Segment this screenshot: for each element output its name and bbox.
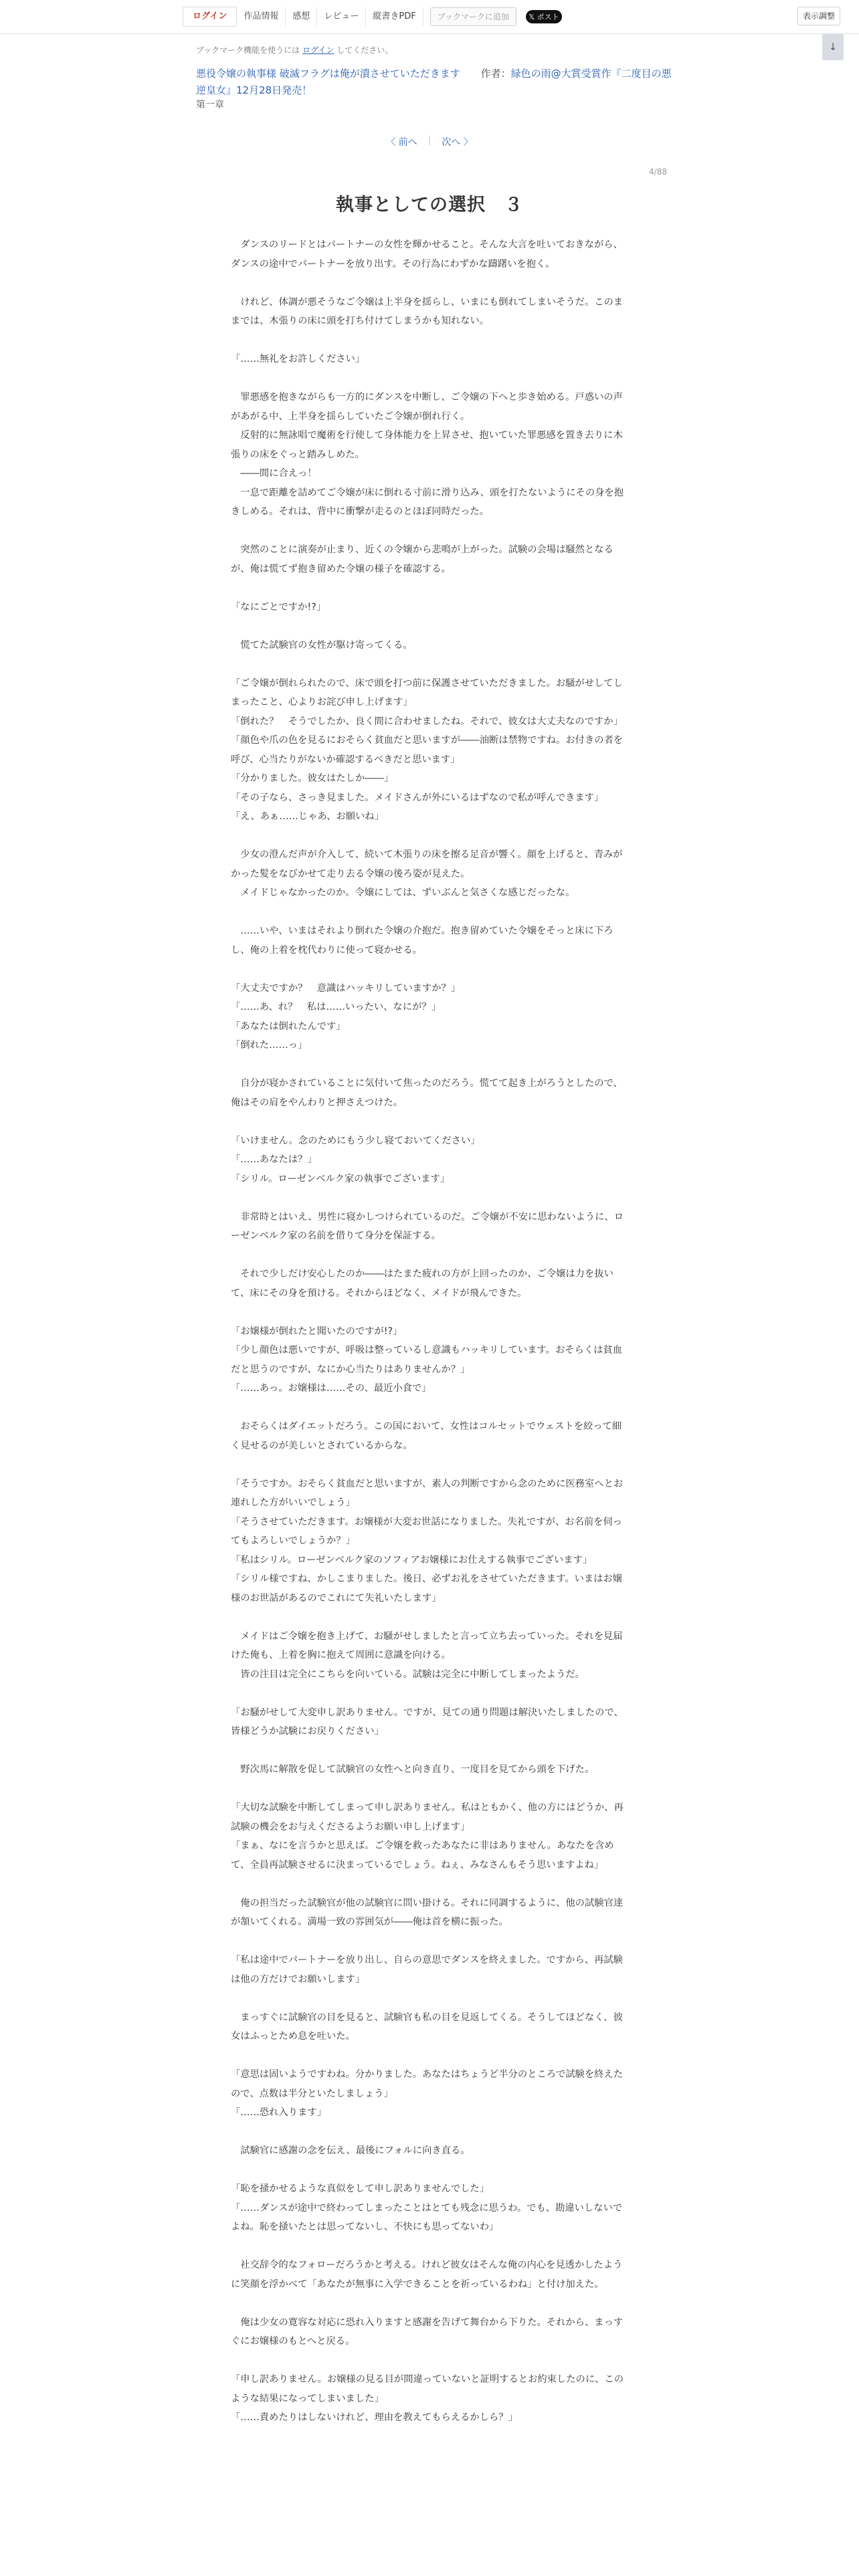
novel-paragraph: 「……責めたりはしないけれど、理由を教えてもらえるかしら？」: [231, 2412, 518, 2423]
novel-paragraph: 「倒れた？ そうでしたか、良く間に合わせましたね。それで、彼女は大丈夫なのですか」: [231, 716, 623, 727]
tab-work-info[interactable]: 作品情報: [237, 7, 286, 26]
novel-paragraph: 反射的に無詠唱で魔術を行使して身体能力を上昇させ、抱いていた罪悪感を置き去りに木張りの床をぐっと踏みしめた。: [231, 430, 623, 460]
novel-paragraph: [231, 522, 626, 541]
novel-paragraph: 「まぁ、なにを言うかと思えば。ご令嬢を救ったあなたに非はありません。あなたを含めて、全員再試験させるに決まっているでしょう。ねぇ、みなさんもそう思いますよね」: [231, 1840, 614, 1870]
novel-paragraph: 突然のことに演奏が止まり、近くの令嬢から悲鳴が上がった。試験の会場は騒然となるが、俺は慌てず抱き留めた令嬢の様子を確認する。: [231, 544, 613, 574]
novel-paragraph: [231, 2046, 626, 2066]
work-meta: [196, 66, 678, 99]
novel-paragraph: 俺の担当だった試験官が他の試験官に問い掛ける。それに同調するように、他の試験官達が頷いてくれる。満場一致の雰囲気が――俺は首を横に振った。: [231, 1897, 624, 1927]
novel-paragraph: [231, 1874, 626, 1894]
novel-paragraph: 「私はシリル。ローゼンベルク家のソフィアお嬢様にお仕えする執事でございます」: [231, 1554, 593, 1566]
novel-paragraph: [231, 2351, 626, 2371]
prev-page-link[interactable]: 〈 前へ: [386, 137, 417, 148]
novel-paragraph: 野次馬に解散を促して試験官の女性へと向き直り、一度目を見てから頭を下げた。: [231, 1764, 595, 1775]
top-navigation-bar: [0, 0, 859, 34]
novel-paragraph: [231, 1455, 626, 1475]
novel-paragraph: 「……あなたは？」: [231, 1154, 317, 1165]
top-nav-tabs: [183, 7, 562, 27]
novel-paragraph: 「少し顔色は悪いですが、呼吸は整っているし意識もハッキリしています。おそらくは貧血だと思うのですが、なにか心当たりはありませんか？」: [231, 1345, 623, 1375]
novel-paragraph: 「いけません。念のためにもう少し寝ておいてください」: [231, 1135, 480, 1146]
novel-paragraph: [231, 1398, 626, 1418]
novel-paragraph: それで少しだけ安心したのか――はたまた疲れの方が上回ったのか、ご令嬢は力を抜いて、床にその身を預ける。それからほどなく、メイドが飛んできた。: [231, 1269, 613, 1299]
novel-paragraph: [231, 369, 626, 389]
novel-paragraph: [231, 2294, 626, 2313]
novel-paragraph: [231, 2123, 626, 2142]
novel-paragraph: [231, 1780, 626, 1799]
novel-paragraph: 「……あっ。お嬢様は……その、最近小食で」: [231, 1383, 432, 1394]
novel-paragraph: 「そうですか。おそらく貧血だと思いますが、素人の判断ですから念のために医務室へとお連れした方がいいでしょう」: [231, 1478, 624, 1508]
novel-paragraph: 「大切な試験を中断してしまって申し訳ありません。私はともかく、他の方にはどうか、再試験の機会をお与えくださるようお願い申し上げます」: [231, 1802, 624, 1832]
novel-paragraph: [231, 1608, 626, 1627]
scroll-down-button[interactable]: [822, 33, 844, 60]
novel-paragraph: [231, 274, 626, 293]
novel-paragraph: 「……恐れ入ります」: [231, 2107, 326, 2118]
novel-paragraph: [231, 617, 626, 636]
novel-paragraph: まっすぐに試験官の目を見ると、試験官も私の目を見返してくる。そうしてほどなく、彼女はふっとため息を吐いた。: [231, 2012, 623, 2042]
novel-paragraph: 「申し訳ありません。お嬢様の見る目が間違っていないと証明するとお約束したのに、このような結果になってしまいました」: [231, 2374, 624, 2404]
novel-paragraph: [231, 960, 626, 979]
novel-paragraph: 「……あ、れ？ 私は……いったい、なにが？」: [231, 1002, 441, 1012]
novel-paragraph: 皆の注目は完全にこちらを向いている。試験は完全に中断してしまったようだ。: [231, 1669, 585, 1680]
episode-title: 執事としての選択 ３: [336, 195, 523, 215]
novel-paragraph: 「……ダンスが途中で終わってしまったことはとても残念に思うわ。でも、勘違いしないでよね。恥を掻いたとは思ってないし、不快にも思ってないわ」: [231, 2202, 623, 2232]
novel-paragraph: 慌てた試験官の女性が駆け寄ってくる。: [231, 639, 413, 651]
novel-paragraph: [231, 1055, 626, 1075]
novel-paragraph: 「顔色や爪の色を見るにおそらく貧血だと思いますが――油断は禁物ですね。お付きの者を呼び、心当たりがないか確認するべきだと思います」: [231, 735, 624, 765]
next-page-link[interactable]: 次へ 〉: [442, 137, 473, 148]
novel-paragraph: 「倒れた……っ」: [231, 1040, 308, 1051]
x-post-label: ポスト: [537, 13, 559, 21]
novel-paragraph: [231, 1303, 626, 1322]
novel-paragraph: 「お嬢様が倒れたと聞いたのですが!?」: [231, 1325, 403, 1337]
novel-paragraph: [231, 1989, 626, 2008]
novel-paragraph: 「え、あぁ……じゃあ、お願いね」: [231, 811, 384, 822]
novel-paragraph: 「私は途中でパートナーを放り出し、自らの意思でダンスを終えました。ですから、再試験は他の方だけでお願いします」: [231, 1955, 623, 1985]
work-title-link[interactable]: 悪役令嬢の執事様 破滅フラグは俺が潰させていただきます: [196, 68, 460, 80]
tab-review[interactable]: レビュー: [317, 7, 366, 26]
novel-paragraph: ダンスのリードとはパートナーの女性を輝かせること。そんな大言を吐いておきながら、ダンスの途中でパートナーを放り出す。その行為にわずかな躊躇いを抱く。: [231, 239, 623, 270]
novel-paragraph: 「そうさせていただきます。お嬢様が大変お世話になりました。失礼ですが、お名前を伺ってもよろしいでしょうか？」: [231, 1516, 623, 1546]
novel-paragraph: [231, 1112, 626, 1132]
novel-paragraph: [231, 1741, 626, 1761]
novel-paragraph: 「シリル。ローゼンベルク家の執事でございます」: [231, 1173, 450, 1184]
novel-paragraph: 「お騒がせして大変申し訳ありません。ですが、見ての通り問題は解決いたしましたので、皆様どうか試験にお戻りください」: [231, 1707, 624, 1737]
novel-paragraph: 「ご令嬢が倒れられたので、床で頭を打つ前に保護させていただきました。お騒がせしてしまったこと、心よりお詫び申し上げます」: [231, 677, 623, 708]
bookmark-login-notice: [196, 44, 393, 56]
tab-vertical-pdf[interactable]: 縦書きPDF: [366, 7, 423, 26]
pager-divider: |: [427, 135, 432, 146]
author-label: 作者：: [480, 68, 511, 80]
arrow-down-icon: ↓: [828, 41, 838, 53]
notice-prefix: ブックマーク機能を使うには: [196, 45, 302, 55]
tab-login[interactable]: ログイン: [183, 7, 237, 27]
novel-paragraph: [231, 578, 626, 598]
novel-paragraph: [231, 2161, 626, 2180]
novel-paragraph: メイドじゃなかったのか。令嬢にしては、ずいぶんと気さくな感じだったな。: [231, 887, 575, 898]
novel-paragraph: 「その子なら、さっき見ました。メイドさんが外にいるはずなので私が呼んできます」: [231, 792, 604, 803]
novel-paragraph: 「意思は固いようですわね。分かりました。あなたはちょうど半分のところで試験を終えたので、点数は半分といたしましょう」: [231, 2069, 624, 2099]
novel-paragraph: 「分かりました。彼女はたしか――」: [231, 773, 394, 784]
x-logo-icon: 𝕏: [529, 12, 537, 21]
notice-suffix: してください。: [334, 45, 393, 55]
novel-paragraph: [231, 655, 626, 674]
episode-pager: [0, 135, 859, 148]
novel-paragraph: おそらくはダイエットだろう。この国において、女性はコルセットでウェストを絞って細く見せるのが美しいとされているからな。: [231, 1421, 622, 1451]
bookmark-add-button[interactable]: ブックマークに追加: [430, 7, 516, 26]
novel-paragraph: [231, 331, 626, 350]
chapter-label: 第一章: [196, 100, 224, 110]
novel-paragraph: 非常時とはいえ、男性に寝かしつけられているのだ。ご令嬢が不安に思わないように、ローゼンベルク家の名前を借りて身分を保証する。: [231, 1211, 624, 1241]
novel-paragraph: [231, 2237, 626, 2256]
novel-paragraph: 試験官に感謝の念を伝え、最後にフォルに向き直る。: [231, 2145, 470, 2156]
novel-paragraph: [231, 1932, 626, 1951]
novel-paragraph: メイドはご令嬢を抱き上げて、お騒がせしましたと言って立ち去っていった。それを見届けた俺も、上着を胸に抱えて周囲に意識を向ける。: [231, 1630, 623, 1660]
novel-paragraph: 俺は少女の寛容な対応に恐れ入りますと感謝を告げて舞台から下りた。それから、まっすぐにお嬢様のもとへと戻る。: [231, 2317, 624, 2347]
novel-paragraph: 「……無礼をお許しください」: [231, 354, 365, 364]
novel-paragraph: [231, 827, 626, 846]
novel-paragraph: けれど、体調が悪そうなご令嬢は上半身を揺らし、いまにも倒れてしまいそうだ。このままでは、木張りの床に頭を打ち付けてしまうかも知れない。: [231, 296, 624, 326]
novel-paragraph: 自分が寝かされていることに気付いて焦ったのだろう。慌てて起き上がろうとしたので、俺はその肩をやんわりと押さえつけた。: [231, 1078, 623, 1108]
novel-paragraph: 「シリル様ですね、かしこまりました。後日、必ずお礼をさせていただきます。いまはお嬢様のお世話があるのでこれにて失礼いたします」: [231, 1574, 623, 1604]
novel-paragraph: [231, 1684, 626, 1703]
page-number: 4/88: [649, 167, 667, 177]
login-link[interactable]: ログイン: [302, 45, 335, 55]
novel-paragraph: 罪悪感を抱きながらも一方的にダンスを中断し、ご令嬢の下へと歩き始める。戸惑いの声があがる中、上半身を揺らしていたご令嬢が倒れ行く。: [231, 392, 623, 422]
novel-body: [231, 235, 626, 2428]
novel-paragraph: 「大丈夫ですか？ 意識はハッキリしていますか？」: [231, 982, 461, 994]
novel-paragraph: 「なにごとですか!?」: [231, 601, 326, 613]
novel-paragraph: 少女の澄んだ声が介入して、続いて木張りの床を擦る足音が響く。顔を上げると、青みがかった髪をなびかせて走り去る令嬢の後ろ姿が見えた。: [231, 849, 623, 879]
novel-paragraph: 一息で距離を詰めてご令嬢が床に倒れる寸前に滑り込み、頭を打たないようにその身を抱きしめる。それは、背中に衝撃が走るのとほぼ同時だった。: [231, 487, 624, 517]
display-settings-button[interactable]: 表示調整: [797, 7, 840, 25]
novel-paragraph: 「あなたは倒れたんです」: [231, 1021, 346, 1032]
novel-paragraph: [231, 1246, 626, 1265]
novel-paragraph: ……いや、いまはそれより倒れた令嬢の介抱だ。抱き留めていた令嬢をそっと床に下ろし、俺の上着を枕代わりに使って寝かせる。: [231, 926, 613, 956]
novel-paragraph: 社交辞令的なフォローだろうかと考える。けれど彼女はそんな俺の内心を見透かしたように笑顔を浮かべて「あなたが無事に入学できることを祈っているわね」と付け加えた。: [231, 2260, 623, 2290]
x-post-button[interactable]: [526, 10, 562, 23]
novel-paragraph: ――間に合えっ！: [231, 468, 317, 479]
novel-paragraph: 「恥を掻かせるような真似をして申し訳ありませんでした」: [231, 2183, 490, 2194]
tab-impressions[interactable]: 感想: [286, 7, 317, 26]
author-link[interactable]: 緑色の雨@大賞受賞作『二度目の悪逆皇女』12月28日発売！: [196, 68, 672, 96]
novel-paragraph: [231, 1188, 626, 1208]
novel-paragraph: [231, 903, 626, 922]
